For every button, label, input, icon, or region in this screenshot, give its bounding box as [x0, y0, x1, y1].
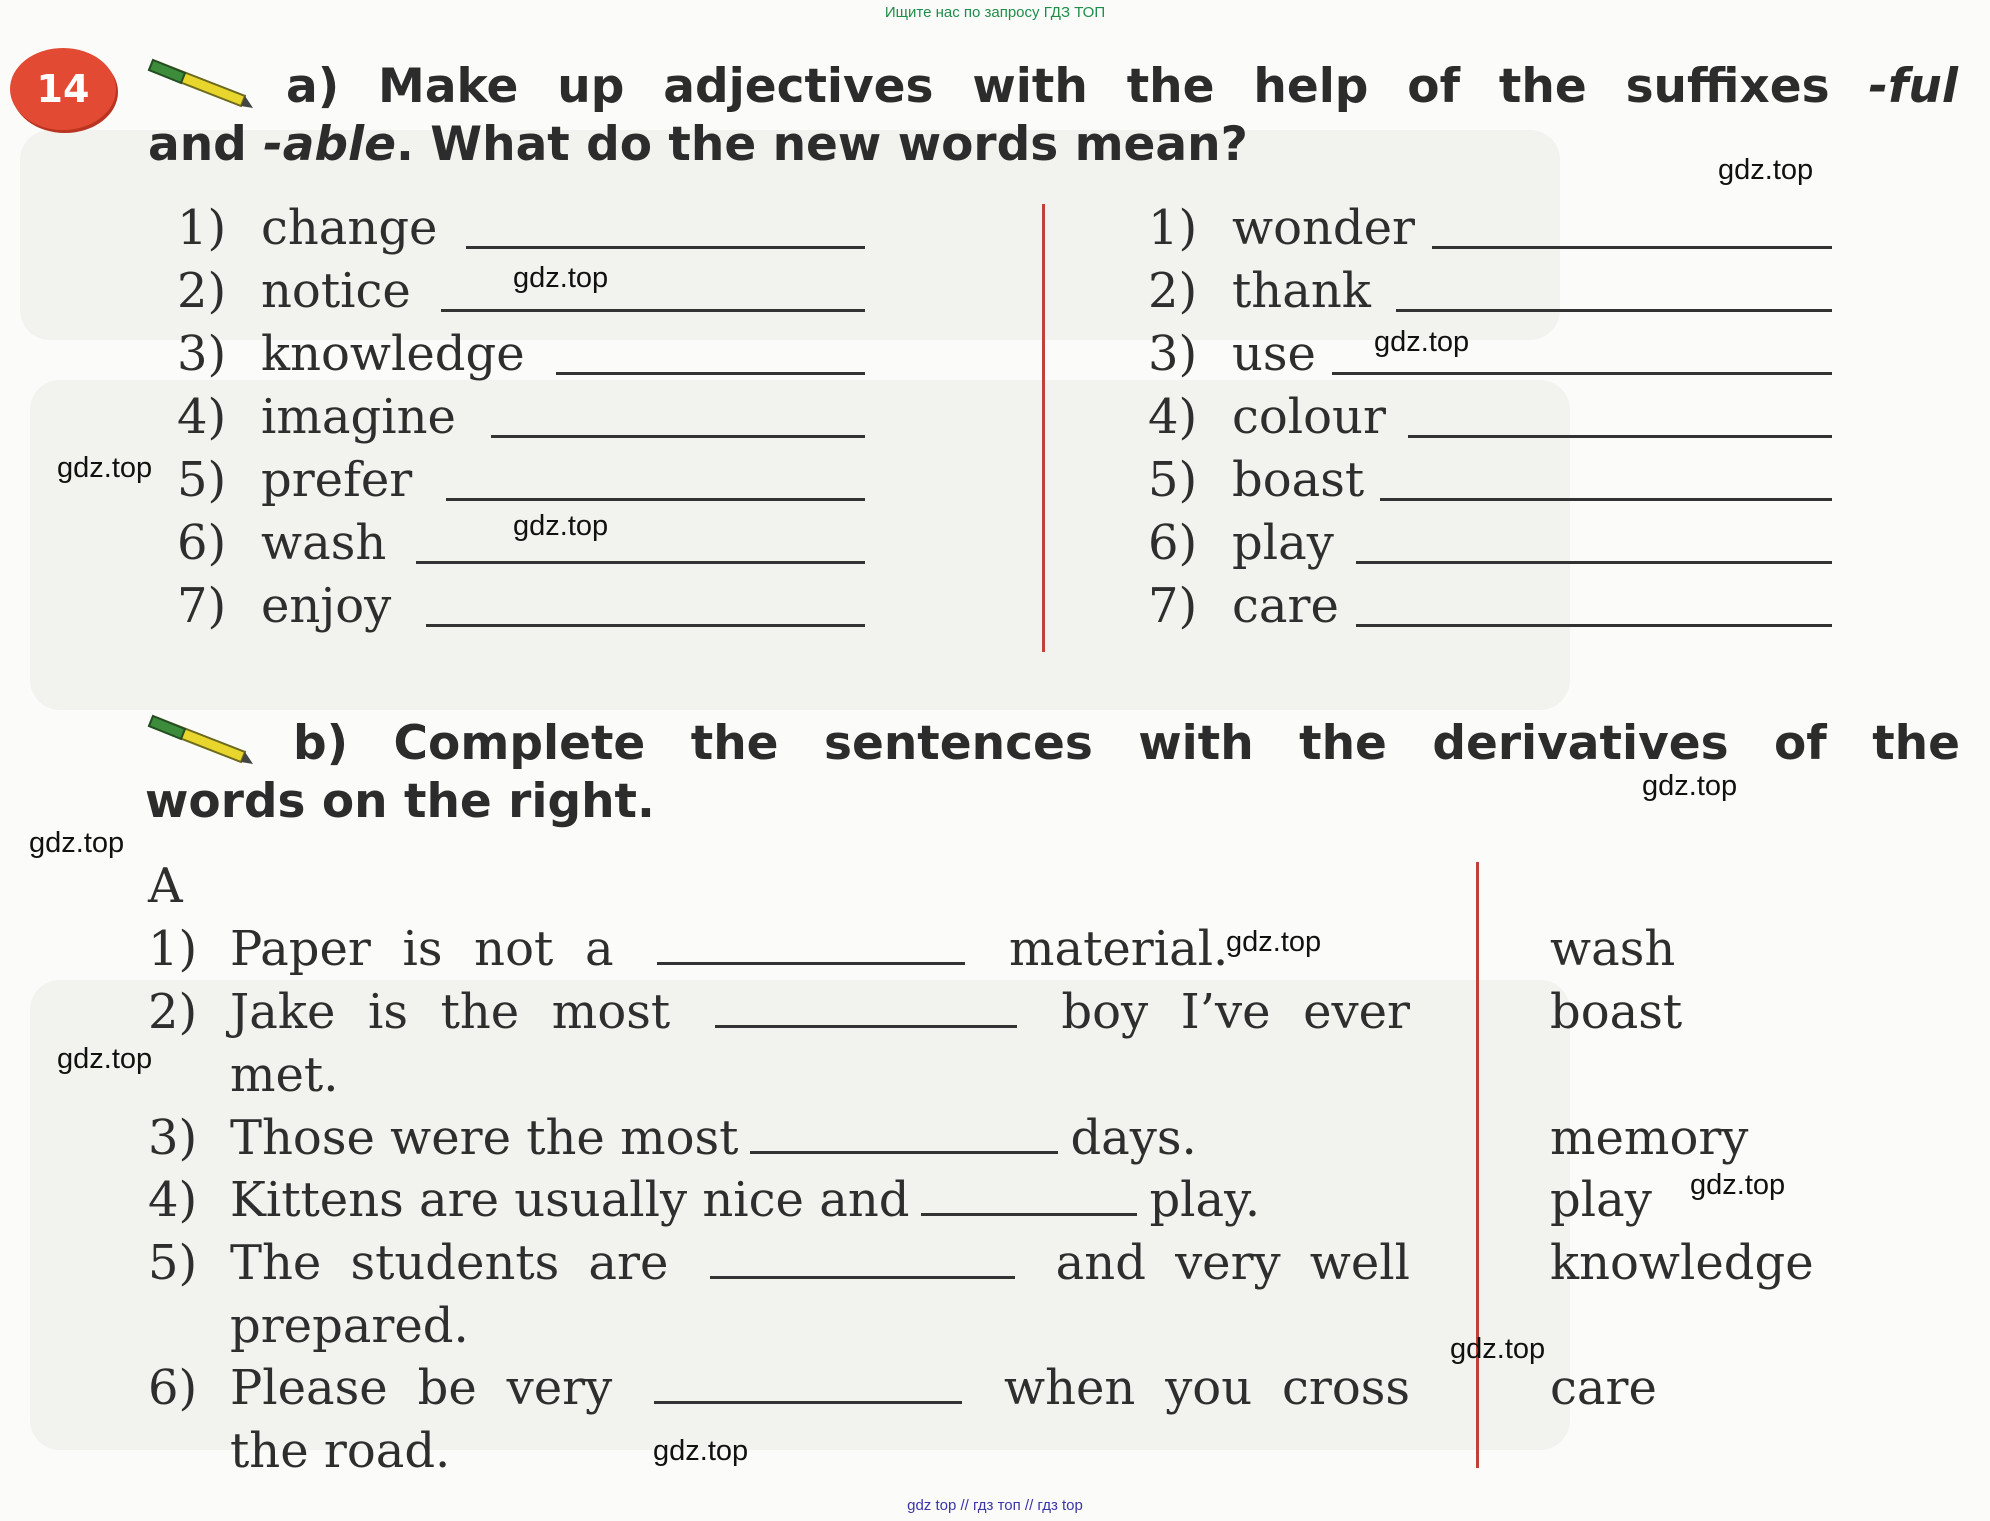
- watermark: gdz.top: [29, 827, 125, 859]
- answer-blank[interactable]: [426, 624, 865, 627]
- bottom-banner-text: gdz top // гдз топ // гдз top: [907, 1497, 1083, 1514]
- item-word: thank: [1232, 263, 1371, 319]
- source-word: care: [1550, 1360, 1657, 1416]
- sentence-number: 5): [148, 1235, 198, 1291]
- sentence-text: Please be very: [230, 1360, 613, 1416]
- word-item: [177, 263, 411, 319]
- sentence-text: play.: [1149, 1172, 1261, 1228]
- task-b-heading-line2: words on the right.: [145, 774, 655, 829]
- item-number: 5): [1148, 452, 1198, 508]
- item-number: 2): [177, 263, 227, 319]
- sentence-continuation: prepared.: [230, 1298, 469, 1354]
- answer-blank[interactable]: [491, 435, 865, 438]
- item-word: change: [261, 200, 438, 256]
- source-word: knowledge: [1550, 1235, 1814, 1291]
- task-a-heading-text: a) Make up adjectives with the help of the suffixes: [286, 59, 1869, 114]
- task-b-heading-line1: b) Complete the sentences with the derivatives of the: [293, 716, 1960, 771]
- item-number: 3): [177, 326, 227, 382]
- watermark: gdz.top: [1718, 154, 1814, 186]
- answer-blank[interactable]: [1396, 309, 1832, 312]
- answer-blank[interactable]: [446, 498, 865, 501]
- word-item: [1148, 389, 1386, 445]
- source-word: memory: [1550, 1110, 1749, 1166]
- item-number: 5): [177, 452, 227, 508]
- sentence-number: 4): [148, 1172, 198, 1228]
- word-item: [177, 452, 412, 508]
- source-word: wash: [1550, 921, 1676, 977]
- answer-blank[interactable]: [715, 989, 1017, 1028]
- answer-blank[interactable]: [657, 926, 965, 965]
- answer-blank[interactable]: [1408, 435, 1832, 438]
- sentence-4: [148, 1172, 1260, 1228]
- answer-blank[interactable]: [1332, 372, 1832, 375]
- sentence-text: Paper is not a: [230, 921, 614, 977]
- item-word: knowledge: [261, 326, 525, 382]
- item-word: notice: [261, 263, 411, 319]
- word-item: [1148, 263, 1371, 319]
- word-item: [1148, 578, 1339, 634]
- item-word: play: [1232, 515, 1334, 571]
- item-number: 4): [177, 389, 227, 445]
- answer-blank[interactable]: [466, 246, 865, 249]
- answer-blank[interactable]: [1380, 498, 1832, 501]
- sentence-text: and very well: [1055, 1235, 1410, 1291]
- word-item: [177, 326, 525, 382]
- sentence-continuation: met.: [230, 1047, 339, 1103]
- sentence-text: Kittens are usually nice and: [230, 1172, 910, 1228]
- sentence-text: Jake is the most: [230, 984, 671, 1040]
- task-a-heading: [148, 58, 1958, 174]
- item-number: 6): [177, 515, 227, 571]
- item-word: boast: [1232, 452, 1365, 508]
- item-word: colour: [1232, 389, 1386, 445]
- answer-blank[interactable]: [921, 1177, 1137, 1216]
- source-word: boast: [1550, 984, 1683, 1040]
- suffix-able: -able: [263, 117, 397, 172]
- sentence-text: The students are: [230, 1235, 669, 1291]
- answer-blank[interactable]: [1356, 561, 1832, 564]
- sentence-number: 1): [148, 921, 198, 977]
- watermark: gdz.top: [653, 1435, 749, 1467]
- exercise-number-badge: 14: [10, 48, 116, 130]
- column-divider: [1476, 862, 1479, 1468]
- item-word: use: [1232, 326, 1316, 382]
- answer-blank[interactable]: [710, 1240, 1015, 1279]
- sentence-text: when you cross: [1003, 1360, 1410, 1416]
- item-number: 3): [1148, 326, 1198, 382]
- item-word: enjoy: [261, 578, 392, 634]
- watermark: gdz.top: [57, 1043, 153, 1075]
- watermark: gdz.top: [1642, 770, 1738, 802]
- word-item: [1148, 452, 1364, 508]
- watermark: gdz.top: [513, 510, 609, 542]
- sentence-3: [148, 1110, 1197, 1166]
- sentence-text: days.: [1070, 1110, 1197, 1166]
- sentence-text: boy I’ve ever: [1061, 984, 1410, 1040]
- watermark: gdz.top: [1374, 326, 1470, 358]
- word-item: [177, 578, 391, 634]
- column-divider: [1042, 204, 1045, 652]
- answer-blank[interactable]: [750, 1115, 1058, 1154]
- sentence-5: [148, 1235, 1410, 1291]
- item-word: imagine: [261, 389, 456, 445]
- watermark: gdz.top: [513, 262, 609, 294]
- watermark: gdz.top: [1226, 926, 1322, 958]
- item-number: 7): [177, 578, 227, 634]
- task-a-heading-line1: [148, 58, 1958, 116]
- item-number: 1): [177, 200, 227, 256]
- suffix-ful: -ful: [1868, 59, 1958, 114]
- answer-blank[interactable]: [556, 372, 865, 375]
- item-number: 6): [1148, 515, 1198, 571]
- word-item: [177, 515, 386, 571]
- sentence-number: 3): [148, 1110, 198, 1166]
- item-number: 4): [1148, 389, 1198, 445]
- item-word: prefer: [261, 452, 413, 508]
- task-a-heading-text: . What do the new words mean?: [396, 117, 1248, 172]
- top-banner-text: Ищите нас по запросу ГДЗ ТОП: [884, 4, 1106, 21]
- answer-blank[interactable]: [1432, 246, 1832, 249]
- answer-blank[interactable]: [654, 1365, 962, 1404]
- word-item: [177, 389, 456, 445]
- watermark: gdz.top: [1690, 1169, 1786, 1201]
- watermark: gdz.top: [57, 452, 153, 484]
- sentence-number: 6): [148, 1360, 198, 1416]
- answer-blank[interactable]: [441, 309, 865, 312]
- watermark: gdz.top: [1450, 1333, 1546, 1365]
- answer-blank[interactable]: [1356, 624, 1832, 627]
- sentence-continuation: the road.: [230, 1423, 451, 1479]
- item-number: 7): [1148, 578, 1198, 634]
- source-word: play: [1550, 1172, 1652, 1228]
- item-number: 2): [1148, 263, 1198, 319]
- sentence-2: [148, 984, 1410, 1040]
- task-a-heading-line2: [148, 116, 1958, 174]
- word-item: [1148, 200, 1415, 256]
- item-word: wash: [261, 515, 387, 571]
- sentence-text: material.: [1008, 921, 1229, 977]
- sentence-number: 2): [148, 984, 198, 1040]
- item-word: care: [1232, 578, 1339, 634]
- sentence-text: Those were the most: [230, 1110, 739, 1166]
- sentence-1: [148, 921, 1410, 977]
- item-number: 1): [1148, 200, 1198, 256]
- word-item: [1148, 326, 1316, 382]
- section-label: A: [148, 858, 183, 914]
- word-item: [177, 200, 437, 256]
- sentence-6: [148, 1360, 1410, 1416]
- answer-blank[interactable]: [416, 561, 865, 564]
- task-a-heading-text: and: [148, 117, 264, 172]
- word-item: [1148, 515, 1334, 571]
- item-word: wonder: [1232, 200, 1415, 256]
